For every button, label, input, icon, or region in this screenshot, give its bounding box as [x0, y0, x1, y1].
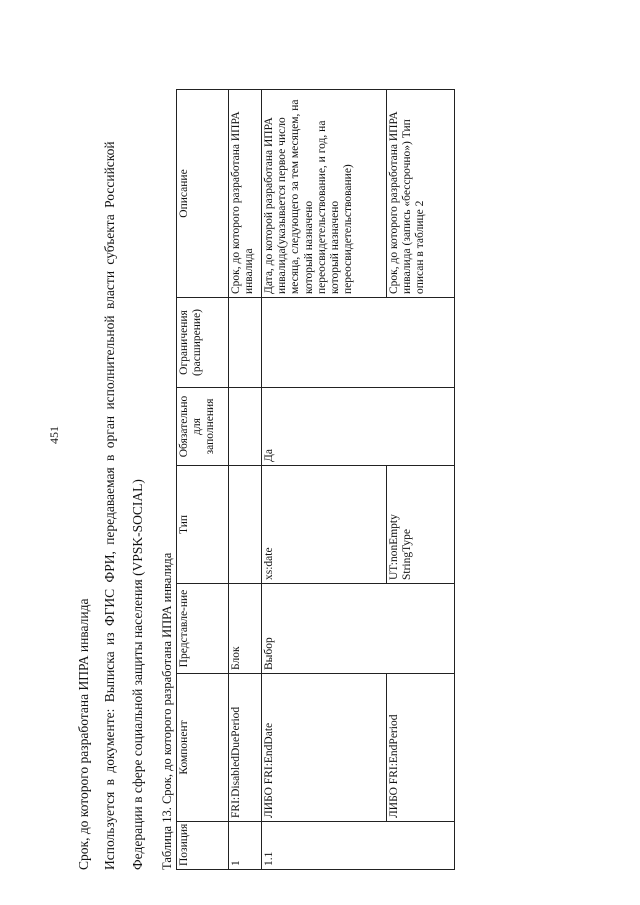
- col-header-restrictions: Ограничения (расширение): [177, 298, 229, 388]
- cell-description: Дата, до которой разработана ИПРА инвалида(указывается первое число месяца, следующего за тем месяцем, на который назначено переосвидетельствование, и год, на который назначено переосвидетельствование): [262, 90, 387, 298]
- table-header-row: [177, 90, 229, 870]
- cell-representation: [387, 584, 455, 674]
- col-header-type: Тип: [177, 466, 229, 584]
- component-table: [176, 89, 455, 870]
- cell-type: UT:nonEmpty StringType: [387, 466, 455, 584]
- table-row: [387, 90, 455, 870]
- table-row: [262, 90, 387, 870]
- cell-required: [229, 388, 262, 466]
- cell-representation: Выбор: [262, 584, 387, 674]
- cell-position: 1.1: [262, 822, 387, 870]
- cell-required: [387, 388, 455, 466]
- document-body: [70, 70, 630, 870]
- col-header-component: Компонент: [177, 674, 229, 822]
- col-header-description: Описание: [177, 90, 229, 298]
- page-number: 451: [47, 426, 61, 444]
- cell-component: FRI:DisabledDuePeriod: [229, 674, 262, 822]
- cell-position: 1: [229, 822, 262, 870]
- cell-representation: Блок: [229, 584, 262, 674]
- usage-line-1: Используется в документе: Выписка из ФГИС ФРИ, передаваемая в орган исполнительной власти субъекта Российской: [102, 141, 117, 870]
- usage-line-2: Федерации в сфере социальной защиты населения (VPSK-SOCIAL): [130, 479, 145, 870]
- col-header-required: Обязательно для заполнения: [177, 388, 229, 466]
- section-title: Срок, до которого разработана ИПРА инвалида: [76, 598, 91, 870]
- cell-restrictions: [387, 298, 455, 388]
- col-header-representation: Представле-ние: [177, 584, 229, 674]
- table-caption: Таблица 13. Срок, до которого разработана ИПРА инвалида: [160, 552, 174, 870]
- cell-description: Срок, до которого разработана ИПРА инвалида (запись «бессрочно») Тип описан в таблице 2: [387, 90, 455, 298]
- cell-restrictions: [262, 298, 387, 388]
- cell-restrictions: [229, 298, 262, 388]
- cell-type: [229, 466, 262, 584]
- col-header-position: Позиция: [177, 822, 229, 870]
- cell-required: Да: [262, 388, 387, 466]
- cell-description: Срок, до которого разработана ИПРА инвалида: [229, 90, 262, 298]
- cell-position: [387, 822, 455, 870]
- cell-component: ЛИБО FRI:EndPeriod: [387, 674, 455, 822]
- cell-type: xs:date: [262, 466, 387, 584]
- table-row: [229, 90, 262, 870]
- cell-component: ЛИБО FRI:EndDate: [262, 674, 387, 822]
